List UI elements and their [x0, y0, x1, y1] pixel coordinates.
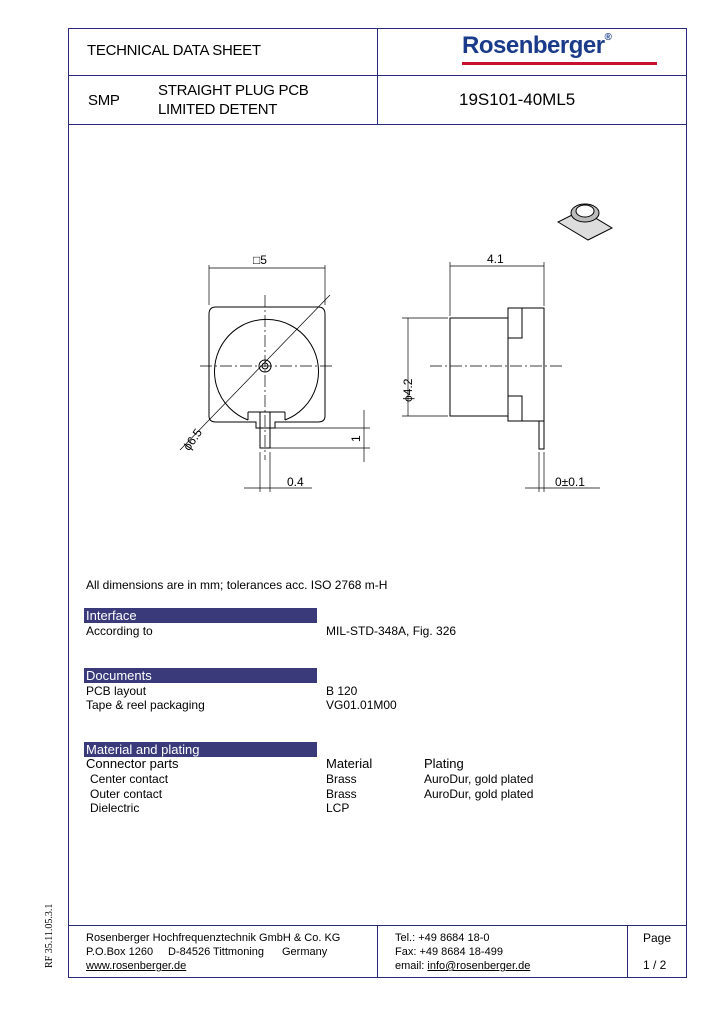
footer-website[interactable]: www.rosenberger.de — [86, 960, 187, 972]
part-number: 19S101-40ML5 — [459, 90, 576, 109]
brand-mark: ® — [604, 32, 612, 43]
description-line-2: LIMITED DETENT — [158, 101, 278, 118]
footer-pobox: P.O.Box 1260 — [86, 946, 154, 958]
dimension-note: All dimensions are in mm; tolerances acc. ISO 2768 m-H — [86, 578, 388, 592]
dim-diameter-4-2: ϕ4.2 — [401, 378, 415, 402]
header-divider-v — [377, 28, 378, 125]
form-code: RF 35.11.05.3.1 — [44, 903, 55, 968]
material-material-outer: Brass — [326, 787, 357, 801]
connector-body-side — [450, 318, 508, 416]
material-part-dielectric: Dielectric — [90, 801, 140, 815]
material-col-material: Material — [326, 756, 373, 771]
connector-round-profile — [214, 319, 318, 420]
footer-email-link[interactable]: info@rosenberger.de — [427, 960, 531, 972]
section-material-title: Material and plating — [84, 742, 317, 757]
footer-country: Germany — [282, 946, 328, 958]
footer-divider-2 — [627, 925, 628, 978]
dim-offset: 0±0.1 — [555, 475, 585, 489]
footer-fax: Fax: +49 8684 18-499 — [395, 946, 503, 958]
material-plating-outer: AuroDur, gold plated — [424, 787, 534, 801]
dim-pin-width-0-4: 0.4 — [287, 475, 304, 489]
series-label: SMP — [88, 92, 120, 109]
technical-drawing — [150, 180, 620, 500]
brand-name: Rosenberger — [462, 32, 605, 59]
dim-height-4-1: 4.1 — [487, 252, 504, 266]
footer-company: Rosenberger Hochfrequenztechnik GmbH & Co. KG — [86, 932, 341, 944]
material-part-outer: Outer contact — [90, 787, 163, 801]
material-plating-center: AuroDur, gold plated — [424, 772, 534, 786]
dim-diameter-6-5: ϕ6.5 — [180, 425, 206, 454]
dim-square-5: □5 — [253, 253, 267, 267]
connector-3d-thumbnail — [558, 204, 612, 240]
documents-value-tape: VG01.01M00 — [326, 698, 397, 712]
footer-tel: Tel.: +49 8684 18-0 — [395, 932, 490, 944]
interface-label: According to — [86, 624, 153, 638]
footer-email-row — [395, 959, 530, 973]
documents-value-pcb: B 120 — [326, 684, 358, 698]
footer-postcode: D-84526 Tittmoning — [168, 946, 264, 958]
material-material-center: Brass — [326, 772, 357, 786]
material-col-plating: Plating — [424, 756, 464, 771]
description-line-1: STRAIGHT PLUG PCB — [158, 82, 309, 99]
material-material-dielectric: LCP — [326, 801, 350, 815]
material-part-center: Center contact — [90, 772, 169, 786]
footer-divider-1 — [377, 925, 378, 978]
material-col-parts: Connector parts — [86, 756, 179, 771]
footer-page-value: 1 / 2 — [643, 958, 667, 972]
footer-page-label: Page — [643, 931, 672, 945]
brand-underline — [462, 62, 657, 65]
documents-label-tape: Tape & reel packaging — [86, 698, 205, 712]
doc-type-title: TECHNICAL DATA SHEET — [87, 42, 261, 59]
brand-logo — [462, 32, 611, 60]
section-documents-title: Documents — [84, 668, 317, 683]
documents-label-pcb: PCB layout — [86, 684, 147, 698]
dim-pin-length-1: 1 — [349, 435, 363, 442]
section-interface-title: Interface — [84, 608, 317, 623]
footer-website-link[interactable] — [86, 959, 186, 973]
footer-email-label: email: — [395, 960, 425, 972]
interface-value: MIL-STD-348A, Fig. 326 — [326, 624, 457, 638]
